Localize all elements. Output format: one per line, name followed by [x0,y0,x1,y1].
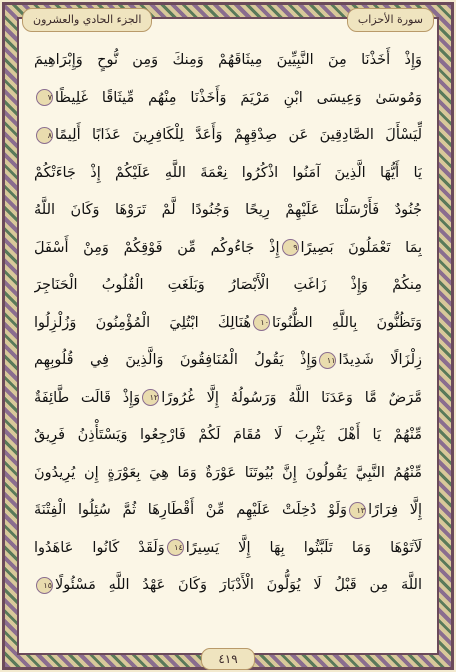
text-line [34,342,422,380]
text-line [34,80,422,118]
verse-text: زِلْزَالًا شَدِيدًا [338,352,422,368]
text-line [34,155,422,193]
text-line [34,192,422,230]
verse-text: مِّنْهُمْ يَا أَهْلَ يَثْرِبَ لَا مُقَامَ لَكُمْ فَارْجِعُوا وَيَسْتَأْذِنُ فَرِيقٌ [34,427,422,443]
verse-text: وَإِذْ يَقُولُ الْمُنَافِقُونَ وَالَّذِينَ فِي قُلُوبِهِم [34,352,318,368]
page-number: ٤١٩ [201,648,255,670]
ayah-number-marker: ١٢ [142,389,159,406]
text-line [34,530,422,568]
page-header [22,8,434,30]
surah-label: سورة الأحزاب [347,8,434,32]
text-line [34,380,422,418]
text-line [34,230,422,268]
ayah-number-marker: ١٣ [349,502,366,519]
verse-text: بِمَا تَعْمَلُونَ بَصِيرًا [300,239,422,256]
text-line [34,492,422,530]
text-line [34,417,422,455]
text-line [34,455,422,493]
juz-label: الجزء الحادي والعشرون [22,8,152,32]
text-line [34,117,422,155]
ayah-number-marker: ١١ [319,352,336,369]
verse-text: مَّرَضٌ مَّا وَعَدَنَا اللَّهُ وَرَسُولُهُ إِلَّا غُرُورًا [161,389,422,406]
ayah-number-marker: ١٥ [36,577,53,594]
verse-text: وَلَقَدْ كَانُوا عَاهَدُوا [34,539,165,556]
quran-text-area [34,42,422,632]
ayah-number-marker: ١٤ [167,539,184,556]
ayah-number-marker: ٧ [36,89,53,106]
text-line [34,567,422,605]
text-line [34,42,422,80]
verse-text: لَآتَوْهَا وَمَا تَلَبَّثُوا بِهَا إِلَّا يَسِيرًا [185,539,422,556]
ayah-number-marker: ١٠ [253,314,270,331]
verse-text: مِنكُمْ وَإِذْ زَاغَتِ الْأَبْصَارُ وَبَلَغَتِ الْقُلُوبُ الْحَنَاجِرَ [34,277,422,293]
text-line [34,267,422,305]
verse-text: مِّنْهُمُ النَّبِيَّ يَقُولُونَ إِنَّ بُيُوتَنَا عَوْرَةٌ وَمَا هِيَ بِعَوْرَةٍ إِن يُرِيدُونَ [34,464,422,481]
verse-text: إِذْ جَاءُوكُم مِّن فَوْقِكُمْ وَمِنْ أَسْفَلَ [34,239,280,256]
verse-text: وَمُوسَىٰ وَعِيسَى ابْنِ مَرْيَمَ وَأَخَذْنَا مِنْهُم مِّيثَاقًا غَلِيظًا [55,89,422,106]
verse-text: جُنُودٌ فَأَرْسَلْنَا عَلَيْهِمْ رِيحًا وَجُنُودًا لَّمْ تَرَوْهَا وَكَانَ اللَّهُ [34,202,422,218]
ayah-number-marker: ٨ [36,127,53,144]
ayah-number-marker: ٩ [282,239,299,256]
verse-text: وَإِذْ أَخَذْنَا مِنَ النَّبِيِّينَ مِيثَاقَهُمْ وَمِنكَ وَمِن نُّوحٍ وَإِبْرَاهِيمَ [34,52,422,68]
verse-text: لِّيَسْأَلَ الصَّادِقِينَ عَن صِدْقِهِمْ وَأَعَدَّ لِلْكَافِرِينَ عَذَابًا أَلِيمًا [55,127,422,143]
verse-text: هُنَالِكَ ابْتُلِيَ الْمُؤْمِنُونَ وَزُلْزِلُوا [34,314,252,331]
verse-text: وَإِذْ قَالَت طَّائِفَةٌ [34,389,141,406]
verse-text: إِلَّا فِرَارًا [368,502,422,518]
verse-text: وَلَوْ دُخِلَتْ عَلَيْهِم مِّنْ أَقْطَارِهَا ثُمَّ سُئِلُوا الْفِتْنَةَ [34,502,348,518]
verse-text: وَتَظُنُّونَ بِاللَّهِ الظُّنُونَا [272,314,422,331]
verse-text: يَا أَيُّهَا الَّذِينَ آمَنُوا اذْكُرُوا نِعْمَةَ اللَّهِ عَلَيْكُمْ إِذْ جَاءَتْكُمْ [34,164,422,181]
text-line [34,305,422,343]
verse-text: اللَّهَ مِن قَبْلُ لَا يُوَلُّونَ الْأَدْبَارَ وَكَانَ عَهْدُ اللَّهِ مَسْئُولًا [55,577,422,593]
